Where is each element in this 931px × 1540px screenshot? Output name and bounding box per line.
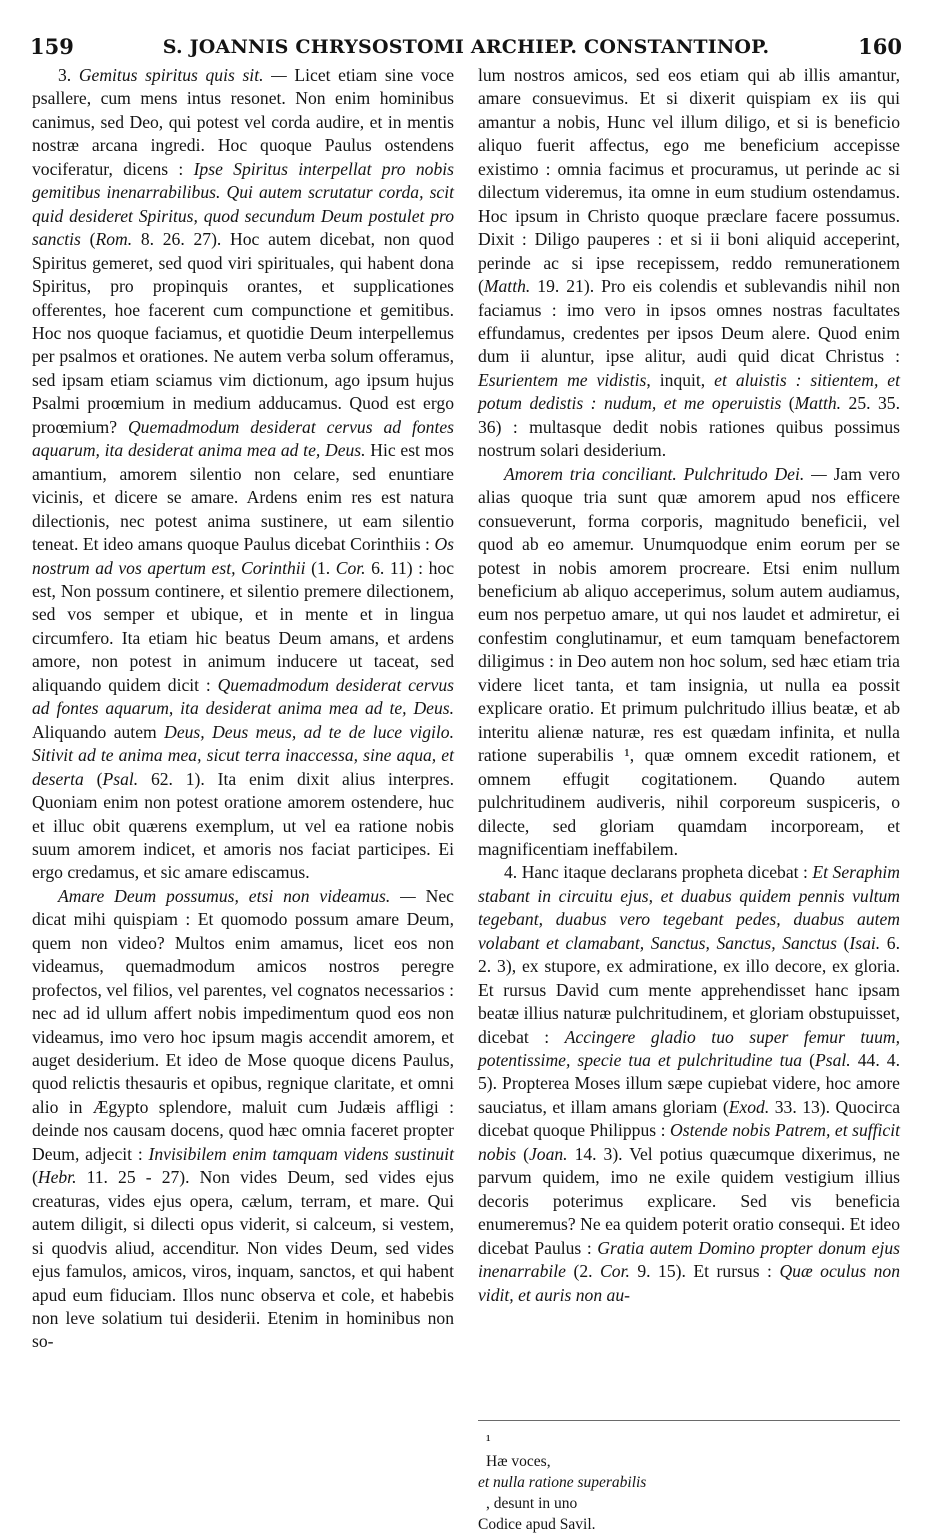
body-text: Licet etiam sine voce psallere, cum mens intus resonet. Non enim hominibus canimus, sed Deo, qui potest vel corda audire, et in mentis nostræ arcana ingredi. Hoc quoque Paulus ostendens vociferatur, dicens :: [32, 65, 455, 179]
section-number: 3.: [58, 65, 79, 85]
footnote-line-2: Codice apud Savil.: [478, 1516, 596, 1533]
paragraph-3: [32, 64, 454, 885]
section-heading: Amorem tria conciliant. Pulchritudo Dei. —: [504, 463, 834, 484]
footnote-text: Hæ voces,: [486, 1453, 551, 1470]
body-text: (: [516, 1143, 529, 1164]
quotation: Deus, Deus meus, ad te de luce vigilo. Sitivit ad te anima mea, sicut terra inaccessa, sine aqua, et deserta: [32, 721, 454, 789]
right-column: [478, 64, 900, 1307]
reference: Hebr.: [37, 1167, 77, 1188]
page-number-right: 160: [858, 34, 902, 59]
reference: Joan.: [528, 1143, 568, 1164]
reference: Psal.: [815, 1050, 851, 1071]
body-text: 14. 3). Vel potius quæcumque dixerimus, ne parvum quidem, imo ne exile quidem vestigium illius decoris poterimus explicare. Sed vis beneficia enumeremus? Ne ea quidem poterit oratio consequi. Et ideo dicebat Paulus :: [478, 1143, 900, 1258]
body-text: 25. 35. 36) : multasque dedit nobis rationes quibus possimus nostrum solari desiderium.: [478, 393, 900, 461]
body-text: (: [32, 1167, 38, 1188]
paragraph-4: [478, 861, 900, 1307]
body-text: 11. 25 - 27). Non vides Deum, sed vides ejus creaturas, vides ejus opera, cælum, terram, et mare. Qui autem diligit, si dilecti opus viderit, si calceum, si vestem, si quodvis aliud, accenditur. Non vides Deum, sed vides ejus famulos, amicos, viros, inquam, sanctos, et qui habent apud eum fiduciam. Illos nunc observa et cole, et habebis non leve solatium tui desiderii. Etenim in hominibus non so-: [32, 1167, 454, 1352]
running-head: [30, 28, 902, 60]
quotation: Os nostrum ad vos apertum est, Corinthii: [32, 534, 454, 578]
body-text: 44. 4. 5). Propterea Moses illum sæpe cupiebat videre, hoc amore sauciatus, et illam amans gloriam (: [478, 1050, 900, 1117]
reference: Matth.: [794, 393, 842, 414]
body-text: (1.: [305, 557, 336, 578]
body-text: 6. 11) : hoc est, Non possum continere, et silentio premere dilectionem, sed vos semper et ubique, et in mente et in lingua circumfero. Ita etiam hic beatus Deum amans, et ardens amore, non potest in animum inducere ut taceat, sed aliquando quidem dicit :: [32, 557, 455, 695]
reference: Cor.: [600, 1261, 630, 1282]
body-text: Hanc itaque declarans propheta dicebat :: [521, 862, 813, 883]
running-title: S. JOANNIS CHRYSOSTOMI ARCHIEP. CONSTANTINOP.: [162, 36, 770, 58]
reference: Exod.: [728, 1096, 770, 1117]
body-text: lum nostros amicos, sed eos etiam qui ab illis amantur, amare consuevimus. Et si dixerit quispiam ex iis qui amantur a nobis, Hunc vel illum diligo, et si is beneficio aliquo fuerit affectus, ego me beneficium accepisse existimo : omnia facimus et procuramus, ut perinde ac si dilectum videremus, ita omne in eum studium ostendamus. Hoc ipsum in Christo quoque præclare facere possumus. Dixit : Diligo pauperes : et si ii boni aliquid acceperint, perinde ac si ipse recepissem, reddo remunerationem (: [478, 65, 900, 297]
body-text: (: [836, 932, 850, 953]
body-text: 19. 21). Pro eis colendis et sublevandis nihil non faciamus : imo vero in ipsos omnes nostras facultates effundamus, credentes per ipsos Deum alere. Quod enim dum ii aluntur, ipse alitur, audi quid dicat Christus :: [478, 276, 900, 367]
reference: Psal.: [102, 768, 139, 789]
footnote-marker[interactable]: ¹: [624, 745, 630, 766]
section-number: 4.: [504, 862, 522, 883]
body-text: 6. 2. 3), ex stupore, ex admiratione, ex illo decore, ex gloria. Et rursus David cum mente apprehendisset hanc ipsam beatæ illius naturæ pulchritudinem, et gloriam obstupuisset, dicebat :: [478, 932, 900, 1047]
footnote-quotation: et nulla ratione superabilis: [478, 1474, 647, 1491]
quotation: Quemadmodum desiderat cervus ad fontes aquarum, ita desiderat anima mea ad te, Deus.: [32, 674, 454, 719]
body-text: (: [80, 229, 96, 250]
page-number-left: 159: [30, 34, 74, 59]
body-text: Nec dicat mihi quispiam : Et quomodo possum amare Deum, quem non video? Multos enim amamus, licet eos non videamus, quemadmodum amicos nostros peregre profectos, vel filios, vel parentes, vel cognatos necessarios : nec ad id ullum affert nobis impedimentum quod eos non videamus, imo vero hoc ipsum magis accendit amorem, et auget desiderium. Et ideo de Mose quoque dicens Paulus, quod relictis thesauris et opibus, regnique claritate, et omni alio in Ægypto splendore, maluit cum Judæis affligi : deinde nos causam docens, quod hæc omnia faceret propter Deum, adjecit :: [32, 885, 454, 1164]
quotation: Invisibilem enim tamquam videns sustinuit: [148, 1143, 454, 1164]
body-text: 8. 26. 27). Hoc autem dicebat, non quod Spiritus gemeret, sed quod viri spirituales, qui habent dona Spiritus, pro propinquis orantes, et supplicationes offerentes, hoe facerent cum compunctione et gemitibus. Hoc nos quoque faciamus, et quotidie Deum interpellemus per psalmos et orationes. Ne autem verba solum offeramus, sed ipsam etiam sciamus vim dictionum, ago ipsum hujus Psalmi proœmium in medium adducamus. Quod est ergo proœmium?: [32, 229, 454, 437]
section-heading: Amare Deum possumus, etsi non videamus. —: [58, 885, 426, 906]
body-text: (: [802, 1050, 815, 1071]
body-text: Aliquando autem: [32, 721, 165, 742]
quotation: Ipse Spiritus interpellat pro nobis gemitibus inenarrabilibus. Qui autem scrutatur corda, scit quid desideret Spiritus, quod secundum Deum postulet pro sanctis: [32, 158, 454, 250]
body-text: 62. 1). Ita enim dixit alius interpres. Quoniam enim non potest oratione amorem ostendere, huc et illuc obit quærens exemplum, ut vel ea ratione nobis suum amorem indicet, et amoris nos faciat participes. Ei ergo credamus, et sic amare ediscamus.: [32, 768, 454, 883]
body-text: (: [781, 393, 795, 414]
quotation: Esurientem me vidistis: [478, 369, 647, 390]
body-text: , quæ omnem excedit rationem, et omnem effugit cogitationem. Quando autem pulchritudinem audiveris, nihil corporeum suspiceris, o dilecte, sed gloriam quamdam incorpoream, et magnificentiam ineffabilem.: [478, 745, 900, 859]
footnote-marker: ¹: [486, 1432, 491, 1449]
quotation: Quæ oculus non vidit, et auris non au-: [478, 1261, 900, 1305]
quotation: Accingere gladio tuo super femur tuum, potentissime, specie tua et pulchritudine tua: [478, 1026, 901, 1071]
body-text: Hic est mos amantium, amorem silentio non celare, sed enuntiare vicinis, et dicere se amare. Ardens enim res est natura dilectionis, nec potest anima sustinere, ut eam silentio teneat. Et ideo amans quoque Paulus dicebat Corinthiis :: [32, 440, 454, 555]
reference: Cor.: [335, 557, 366, 578]
left-column: [32, 64, 454, 1354]
body-text: (2.: [565, 1261, 601, 1282]
quotation: Quemadmodum desiderat cervus ad fontes aquarum, ita desiderat anima mea ad te, Deus.: [32, 416, 454, 461]
footnote-divider: [478, 1420, 900, 1421]
quotation: Gratia autem Domino propter donum ejus inenarrabile: [478, 1237, 900, 1282]
body-text: (: [83, 768, 103, 789]
paragraph-amare-deum: [32, 885, 454, 1354]
body-text: 9. 15). Et rursus :: [629, 1261, 780, 1282]
body-text: 33. 13). Quocirca dicebat quoque Philippus :: [478, 1096, 901, 1141]
footnote: [478, 1430, 900, 1535]
quotation: et aluistis : sitientem, et potum dedistis : nudum, et me operuistis: [478, 369, 900, 414]
body-text: , inquit,: [646, 369, 715, 390]
footnote-text: , desunt in uno: [486, 1495, 578, 1512]
section-heading: Gemitus spiritus quis sit. —: [78, 65, 295, 85]
reference: Isai.: [849, 932, 881, 953]
quotation: Et Seraphim stabant in circuitu ejus, et duabus quidem pennis vultum tegebant, duabus vero tegebant pedes, duabus autem volabant et clamabant, Sanctus, Sanctus, Sanctus: [478, 862, 900, 953]
footnote-line-1: [478, 1430, 900, 1514]
quotation: Ostende nobis Patrem, et sufficit nobis: [478, 1120, 900, 1164]
paragraph-continued: [478, 64, 900, 463]
body-text: Jam vero alias quoque tria sunt quæ amorem apud nos efficere consueverunt, forma corporis, magnitudo beneficii, vel quod ab eo amemur. Unumquodque enim eorum per se potest in nobis amorem procreare. Etsi enim nullum beneficium ab aliquo acceperimus, solum autem audiamus, eum nos perpetuo amare, ut qui nos laudet et admiretur, ei confestim conglutinamur, et eum tamquam benefactorem diligimus : in Deo autem non hoc solum, sed hæc etiam tria videre licet tanta, et tam insignia, ut nulla ea possit explicare oratio. Et primum pulchritudo illius beatæ, et ab interitu alienæ naturæ, res est quædam infinita, et nulla ratione superabilis: [478, 463, 900, 766]
reference: Matth.: [483, 276, 531, 297]
paragraph-amorem-tria: [478, 463, 900, 862]
reference: Rom.: [95, 229, 133, 250]
